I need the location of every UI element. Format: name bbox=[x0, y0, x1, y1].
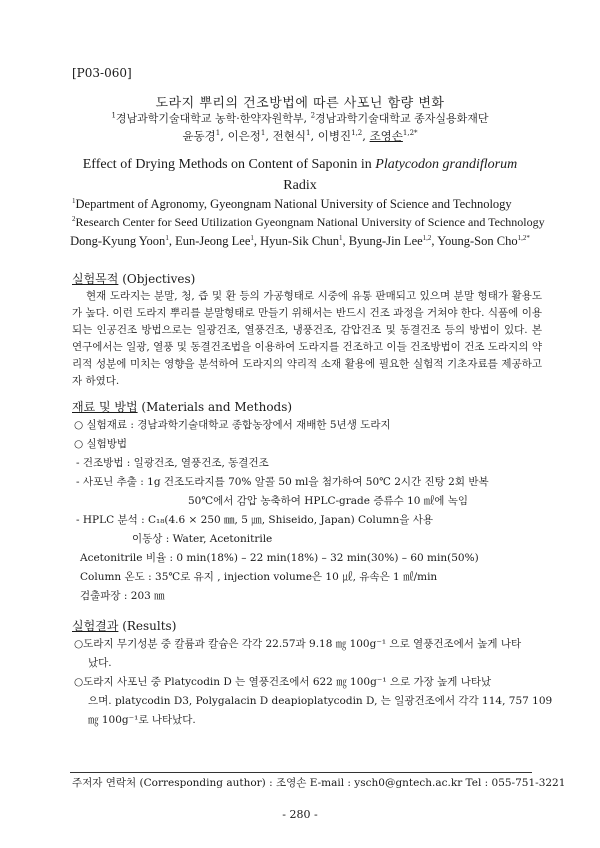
author-en-1: Dong-Kyung Yoon bbox=[70, 234, 166, 248]
methods-item: - 건조방법 : 일광건조, 열풍건조, 동결건조 bbox=[76, 457, 269, 469]
author-en-3: Hyun-Sik Chun bbox=[260, 234, 339, 248]
english-authors: Dong-Kyung Yoon$^1$, Eun-Jeong Lee$^1$, Hyun-Sik Chun$^1$, Byung-Jin Lee$^{1,2}$, Young-Son Cho$^{1,2*}$ bbox=[70, 233, 530, 248]
english-affiliation-1-line: $^1$Department of Agronomy, Gyeongnam National University of Science and Technology bbox=[72, 196, 512, 211]
author-ko-4: 이병진 bbox=[317, 129, 352, 143]
results-item: ○도라지 사포닌 중 Platycodin D 는 열풍건조에서 622 ㎎ 100g⁻¹ 으로 가장 높게 나타났 bbox=[74, 676, 492, 688]
results-item: ㎎ 100g⁻¹로 나타났다. bbox=[88, 714, 196, 726]
methods-item: 이동상 : Water, Acetonitrile bbox=[132, 533, 273, 545]
methods-heading-en: (Materials and Methods) bbox=[137, 400, 293, 414]
author-en-5: Young-Son Cho bbox=[437, 234, 518, 248]
english-affiliation-1: Department of Agronomy, Gyeongnam National University of Science and Technology bbox=[75, 197, 512, 211]
methods-item: - HPLC 분석 : C₁₈(4.6 × 250 ㎜, 5 ㎛, Shiseido, Japan) Column을 사용 bbox=[76, 514, 434, 526]
objectives-heading bbox=[72, 270, 195, 287]
methods-item: ○ 실험방법 bbox=[74, 438, 128, 450]
objectives-heading-ko: 실험목적 bbox=[72, 272, 119, 286]
methods-item: 검출파장 : 203 ㎚ bbox=[80, 590, 165, 602]
footer-divider bbox=[70, 772, 532, 773]
page-number: - 280 - bbox=[282, 808, 318, 821]
methods-item: Acetonitrile 비율 : 0 min(18%) – 22 min(18%) – 32 min(30%) – 60 min(50%) bbox=[80, 552, 479, 564]
author-en-2: Eun-Jeong Lee bbox=[175, 234, 251, 248]
author-en-4: Byung-Jin Lee bbox=[348, 234, 423, 248]
english-affiliation-2-line: $^2$Research Center for Seed Utilization Gyeongnam National University of Science and Technology bbox=[72, 215, 545, 229]
methods-heading-ko: 재료 및 방법 bbox=[72, 400, 138, 414]
english-title-species: Platycodon grandiflorum bbox=[375, 157, 518, 172]
results-heading-ko: 실험결과 bbox=[72, 619, 119, 633]
abstract-code: [P03-060] bbox=[72, 66, 132, 80]
results-item: 으며. platycodin D3, Polygalacin D deapioplatycodin D, 는 일광건조에서 각각 114, 757 109 bbox=[88, 695, 553, 707]
methods-item: Column 온도 : 35℃로 유지 , injection volume은 10 ㎕, 유속은 1 ㎖/min bbox=[80, 571, 438, 583]
korean-affiliation-1: 경남과학기술대학교 농학·한약자원학부, bbox=[115, 112, 308, 125]
results-item: ○도라지 무기성분 중 칼륨과 칼슘은 각각 22.57과 9.18 ㎎ 100g⁻¹ 으로 열풍건조에서 높게 나타 bbox=[74, 638, 522, 650]
author-ko-3: 전현식 bbox=[272, 129, 306, 143]
author-ko-5: 조영손 bbox=[369, 129, 403, 143]
author-ko-1: 윤동경 bbox=[182, 129, 216, 143]
korean-affiliation-2: 경남과학기술대학교 종자실용화재단 bbox=[315, 112, 489, 125]
results-heading bbox=[72, 617, 176, 634]
methods-item: ○ 실험재료 : 경남과학기술대학교 종합농장에서 재배한 5년생 도라지 bbox=[74, 419, 391, 431]
objectives-body: 현재 도라지는 분말, 청, 즙 및 환 등의 가공형태로 시중에 유통 판매되고 있으며 분말 형태가 활용도가 높다. 이런 도라지 뿌리를 분말형태로 만들기 위해서는 반드시 건조 과정을 거쳐야 한다. 식품에 이용되는 인공건조 방법으로는 일광건조, 열풍건조, 냉풍건조, 감압건조 및 동결건조 등의 방법이 있다. 본 연구에서는 일광, 열풍 및 동결건조법을 이용하여 도라지를 건조하고 이들 건조방법이 건조 도라지의 약리적 성분에 미치는 영향을 분석하여 도라지의 약리적 소재 활용에 필요한 실험적 기초자료를 제공하고자 하였다. bbox=[72, 290, 542, 387]
english-title-text: Effect of Drying Methods on Content of Saponin in bbox=[82, 157, 376, 172]
english-title-line2: Radix bbox=[283, 178, 317, 193]
results-item: 났다. bbox=[88, 657, 112, 669]
methods-item: - 사포닌 추출 : 1g 건조도라지를 70% 알콜 50 ml을 첨가하여 50℃ 2시간 진탕 2회 반복 bbox=[76, 476, 489, 488]
english-affiliation-2: Research Center for Seed Utilization Gyeongnam National University of Science and Technology bbox=[75, 215, 545, 229]
author-ko-2: 이은정 bbox=[227, 129, 261, 143]
methods-item: 50℃에서 감압 농축하여 HPLC-grade 증류수 10 ㎖에 녹임 bbox=[188, 495, 469, 507]
corresponding-author: 주저자 연락처 (Corresponding author) : 조영손 E-mail : ysch0@gntech.ac.kr Tel : 055-751-3221 bbox=[72, 777, 566, 789]
methods-heading bbox=[72, 398, 292, 415]
english-title bbox=[0, 157, 600, 173]
objectives-heading-en: (Objectives) bbox=[118, 272, 196, 286]
korean-affiliations: $^1$경남과학기술대학교 농학·한약자원학부, $^2$경남과학기술대학교 종자실용화재단 bbox=[111, 111, 489, 125]
korean-title: 도라지 뿌리의 건조방법에 따른 사포닌 함량 변화 bbox=[155, 96, 445, 111]
results-heading-en: (Results) bbox=[118, 619, 177, 633]
korean-authors: 윤동경$^1$, 이은정$^1$, 전현식$^1$, 이병진$^{1,2}$, 조영손$^{1,2*}$ bbox=[182, 129, 418, 143]
